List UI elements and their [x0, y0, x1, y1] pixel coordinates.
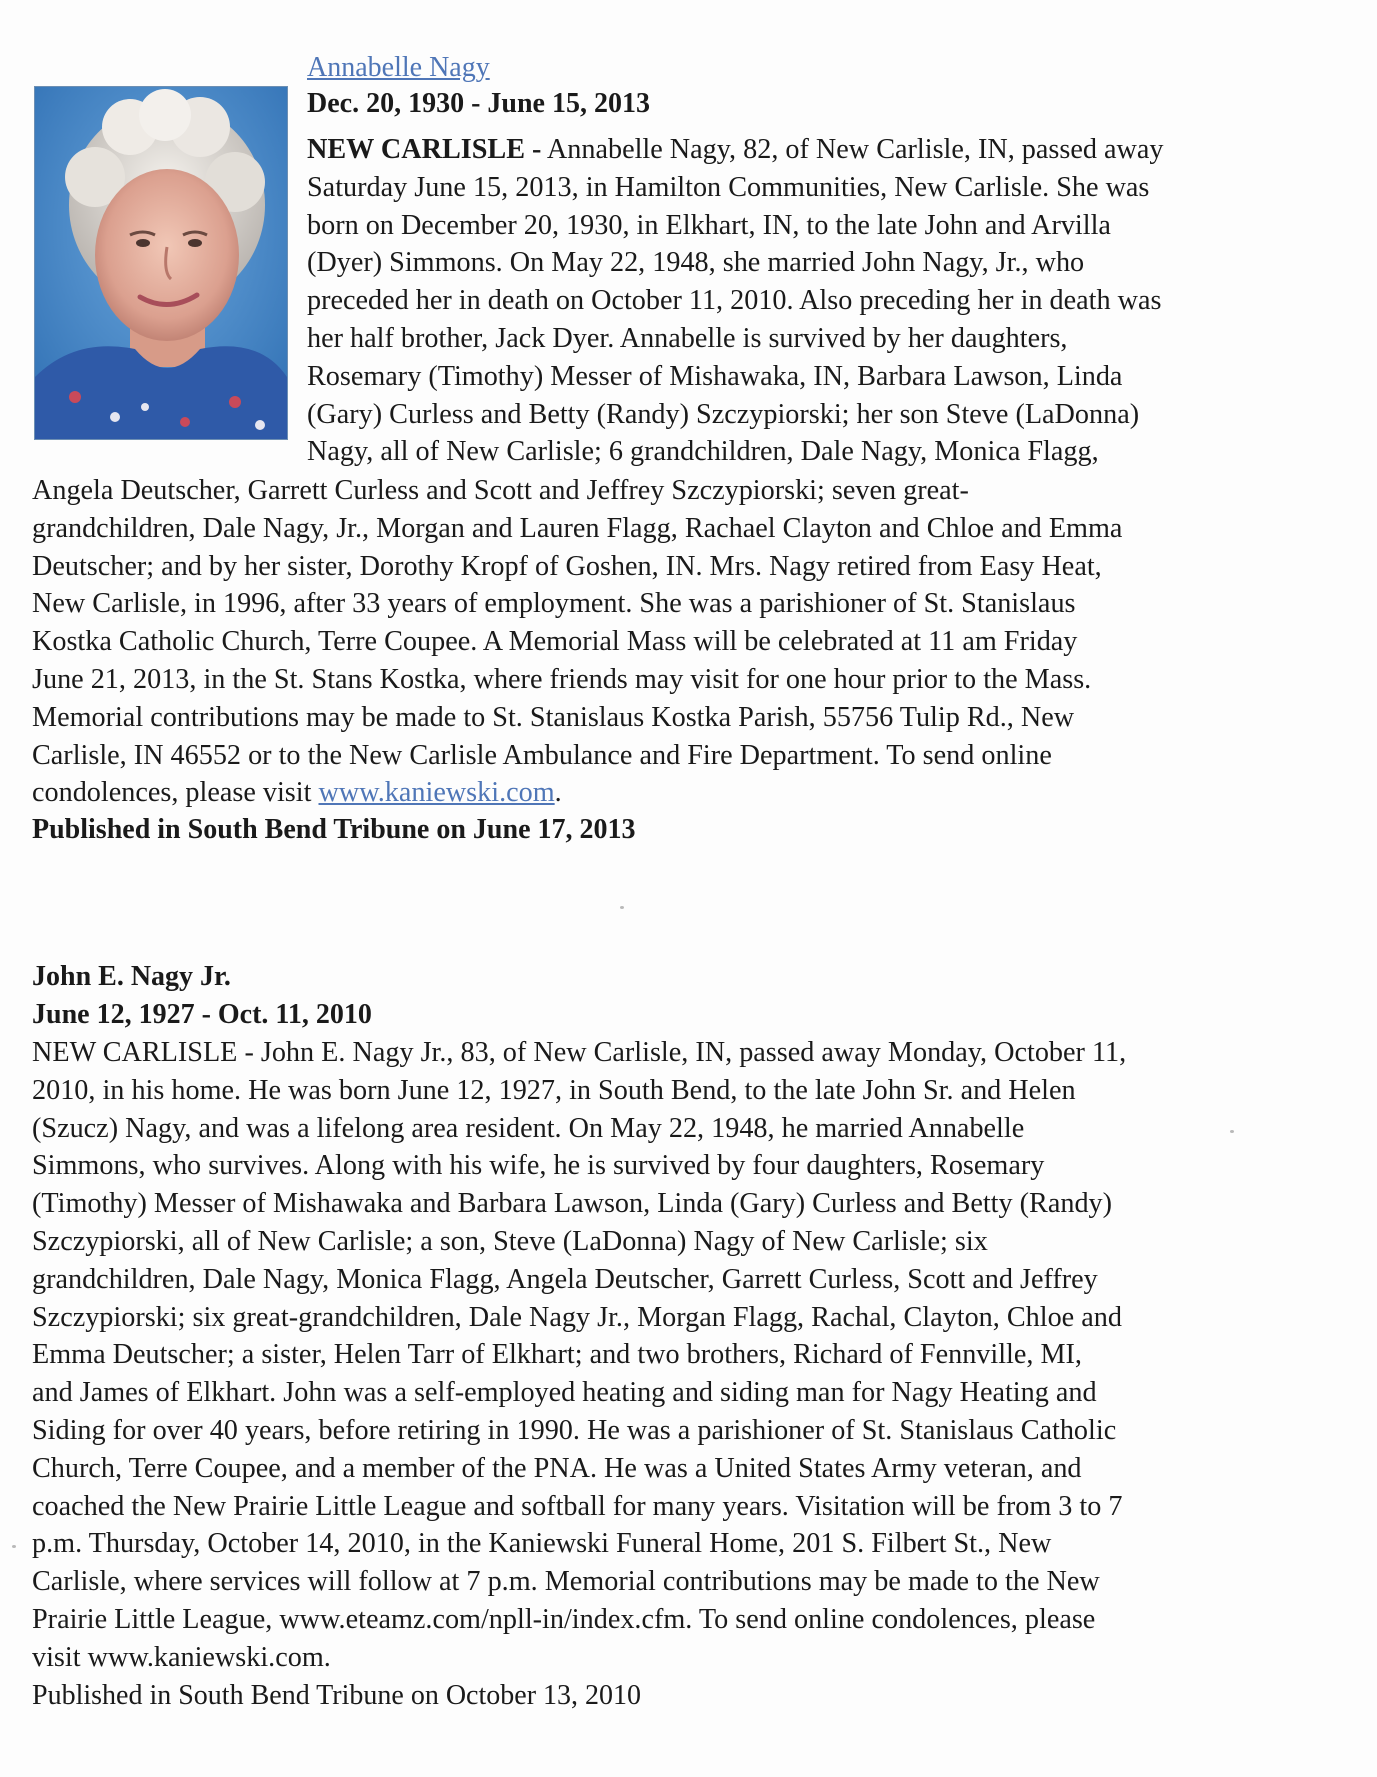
obituary-2-line-14: p.m. Thursday, October 14, 2010, in the Kaniewski Funeral Home, 201 S. Filbert St., New	[32, 1528, 1052, 1560]
obituary-1-line-16: Memorial contributions may be made to St. Stanislaus Kostka Parish, 55756 Tulip Rd., New	[32, 701, 1075, 733]
obituary-2	[32, 958, 1352, 1715]
obituary-1-line-14: Kostka Catholic Church, Terre Coupee. A Memorial Mass will be celebrated at 11 am Friday	[32, 626, 1078, 658]
obituary-2-line-15: Carlisle, where services will follow at 7 p.m. Memorial contributions may be made to the New	[32, 1566, 1100, 1598]
obituary-1-dateline: NEW CARLISLE -	[307, 134, 542, 165]
obituary-1-line-15: June 21, 2013, in the St. Stans Kostka, where friends may visit for one hour prior to the Mass.	[32, 663, 1092, 695]
obituary-2-line-1: NEW CARLISLE - John E. Nagy Jr., 83, of New Carlisle, IN, passed away Monday, October 11,	[32, 1037, 1127, 1068]
scan-speck	[1230, 1130, 1234, 1133]
obituary-2-line-10: and James of Elkhart. John was a self-employed heating and siding man for Nagy Heating and	[32, 1377, 1097, 1409]
portrait-image	[35, 87, 287, 439]
obituary-2-line-4: Simmons, who survives. Along with his wife, he is survived by four daughters, Rosemary	[32, 1150, 1045, 1182]
obituary-1-header	[307, 50, 1357, 122]
obituary-2-line-7: grandchildren, Dale Nagy, Monica Flagg, Angela Deutscher, Garrett Curless, Scott and Jeffrey	[32, 1263, 1098, 1295]
obituary-1-line-18: condolences, please visit www.kaniewski.com.	[32, 777, 562, 809]
obituary-1-body-top	[307, 131, 1337, 471]
obituary-1-line-13: New Carlisle, in 1996, after 33 years of employment. She was a parishioner of St. Stanislaus	[32, 588, 1076, 620]
scan-speck	[620, 906, 624, 909]
obituary-1-line-6: her half brother, Jack Dyer. Annabelle is survived by her daughters,	[307, 322, 1068, 354]
obituary-2-line-8: Szczypiorski; six great-grandchildren, Dale Nagy Jr., Morgan Flagg, Rachal, Clayton, Chloe and	[32, 1301, 1122, 1333]
obituary-2-line-6: Szczypiorski, all of New Carlisle; a son, Steve (LaDonna) Nagy of New Carlisle; six	[32, 1225, 988, 1257]
obituary-1-line-5: preceded her in death on October 11, 2010. Also preceding her in death was	[307, 285, 1162, 317]
obituary-2-line-5: (Timothy) Messer of Mishawaka and Barbara Lawson, Linda (Gary) Curless and Betty (Randy)	[32, 1188, 1113, 1220]
obituary-1-line-17: Carlisle, IN 46552 or to the New Carlisle Ambulance and Fire Department. To send online	[32, 739, 1052, 771]
obituary-1-line-4: (Dyer) Simmons. On May 22, 1948, she married John Nagy, Jr., who	[307, 247, 1085, 279]
obituary-2-line-17: visit www.kaniewski.com.	[32, 1641, 331, 1673]
obituary-1-published-note: Published in South Bend Tribune on June 17, 2013	[32, 814, 636, 845]
kaniewski-website-link[interactable]: www.kaniewski.com	[318, 777, 555, 809]
portrait-photo	[34, 86, 288, 440]
obituary-1-body-bottom	[32, 472, 1342, 812]
scan-speck	[12, 1545, 16, 1548]
obituary-1-line-9: Nagy, all of New Carlisle; 6 grandchildren, Dale Nagy, Monica Flagg,	[307, 436, 1099, 468]
obituary-2-line-3: (Szucz) Nagy, and was a lifelong area resident. On May 22, 1948, he married Annabelle	[32, 1112, 1025, 1144]
obituary-1-line-10: Angela Deutscher, Garrett Curless and Scott and Jeffrey Szczypiorski; seven great-	[32, 475, 969, 506]
obituary-1-line-12: Deutscher; and by her sister, Dorothy Kropf of Goshen, IN. Mrs. Nagy retired from Easy Heat,	[32, 550, 1102, 582]
obituary-1-line-1: NEW CARLISLE - Annabelle Nagy, 82, of New Carlisle, IN, passed away	[307, 134, 1164, 165]
obituary-2-line-12: Church, Terre Coupee, and a member of the PNA. He was a United States Army veteran, and	[32, 1452, 1082, 1484]
obituary-2-published-note: Published in South Bend Tribune on October 13, 2010	[32, 1679, 642, 1711]
obituary-1-dates: Dec. 20, 1930 - June 15, 2013	[307, 88, 650, 119]
obituary-2-line-9: Emma Deutscher; a sister, Helen Tarr of Elkhart; and two brothers, Richard of Fennville, MI,	[32, 1339, 1082, 1371]
obituary-1-line-3: born on December 20, 1930, in Elkhart, IN, to the late John and Arvilla	[307, 209, 1111, 241]
obituary-1-line-11: grandchildren, Dale Nagy, Jr., Morgan and Lauren Flagg, Rachael Clayton and Chloe and Emma	[32, 512, 1123, 544]
obituary-2-line-11: Siding for over 40 years, before retiring in 1990. He was a parishioner of St. Stanislaus Catholic	[32, 1414, 1117, 1446]
obituary-1-line-2: Saturday June 15, 2013, in Hamilton Communities, New Carlisle. She was	[307, 171, 1150, 203]
obituary-2-line-2: 2010, in his home. He was born June 12, 1927, in South Bend, to the late John Sr. and Helen	[32, 1074, 1076, 1106]
obituary-2-line-13: coached the New Prairie Little League and softball for many years. Visitation will be from 3 to 7	[32, 1490, 1123, 1522]
obituary-1-line-7: Rosemary (Timothy) Messer of Mishawaka, IN, Barbara Lawson, Linda	[307, 360, 1123, 392]
obituary-1-name-link[interactable]: Annabelle Nagy	[307, 52, 490, 83]
obituary-2-name: John E. Nagy Jr.	[32, 961, 231, 992]
obituary-2-dates: June 12, 1927 - Oct. 11, 2010	[32, 999, 372, 1030]
obituary-1-line-8: (Gary) Curless and Betty (Randy) Szczypiorski; her son Steve (LaDonna)	[307, 398, 1140, 430]
obituary-2-line-16: Prairie Little League, www.eteamz.com/npll-in/index.cfm. To send online condolences, please	[32, 1603, 1096, 1635]
obituary-2-body	[32, 1034, 1352, 1677]
